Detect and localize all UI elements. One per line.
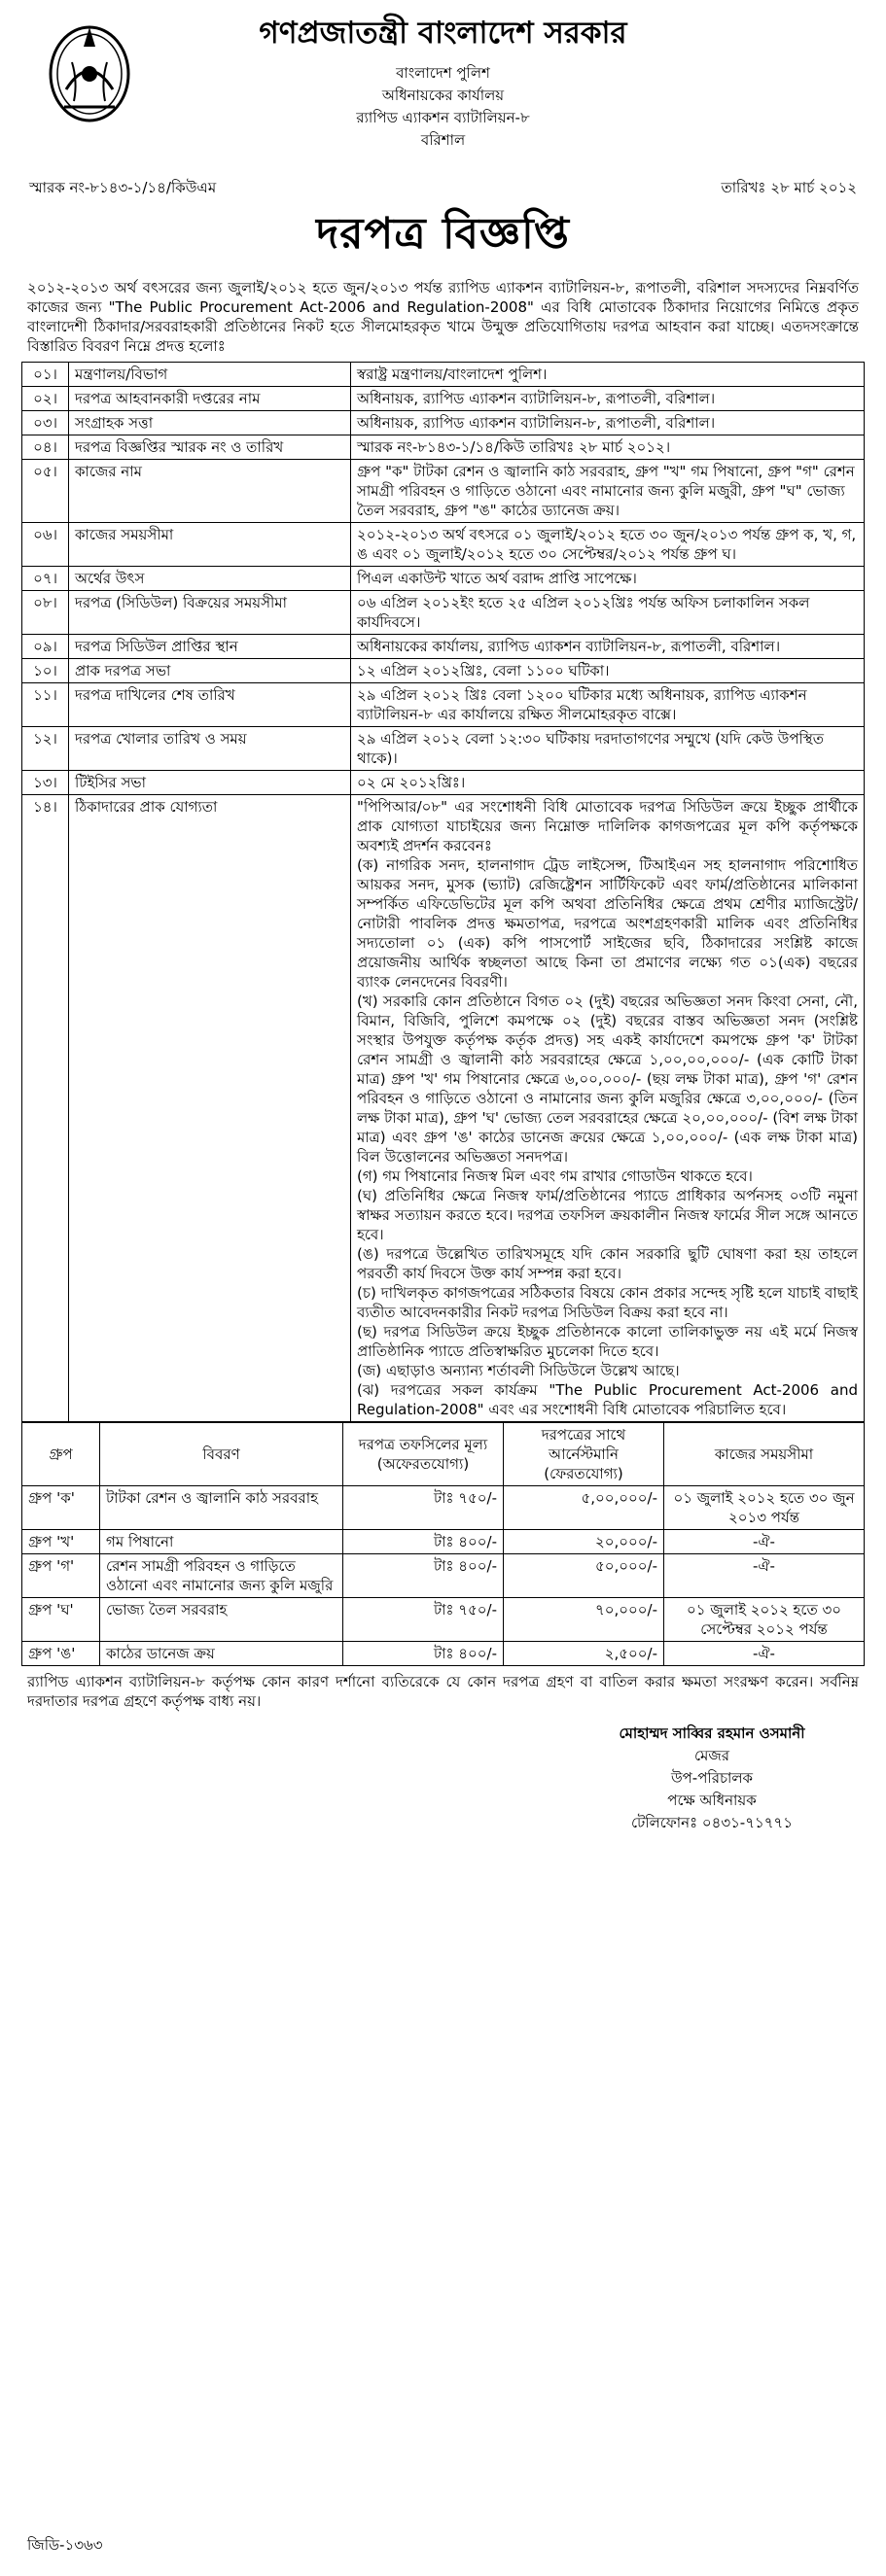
table-row <box>22 523 865 567</box>
earnest-money: ২,৫০০/- <box>504 1642 664 1666</box>
row-label: দরপত্র দাখিলের শেষ তারিখ <box>69 683 351 727</box>
group-name: গ্রুপ 'খ' <box>22 1530 100 1554</box>
row-number: ০৮। <box>22 591 69 635</box>
row-value: ২৯ এপ্রিল ২০১২ বেলা ১২:৩০ ঘটিকায় দরদাতাগণের সম্মুখে (যদি কেউ উপস্থিত থাকে)। <box>351 727 865 771</box>
group-name: গ্রুপ 'ঙ' <box>22 1642 100 1666</box>
signer-line: মেজর <box>693 1747 730 1764</box>
work-period: -ঐ- <box>664 1554 865 1598</box>
signer-line: টেলিফোনঃ ০৪৩১-৭১৭৭১ <box>631 1814 793 1831</box>
signer-name: মোহাম্মদ সাব্বির রহমান ওসমানী <box>619 1724 805 1742</box>
table-row <box>22 795 865 1422</box>
column-header: বিবরণ <box>100 1423 343 1486</box>
signer-line: উপ-পরিচালক <box>670 1769 754 1787</box>
table-row <box>22 1642 865 1666</box>
office-line: বাংলাদেশ পুলিশ <box>396 64 490 82</box>
row-number: ০১। <box>22 363 69 387</box>
row-label: ঠিকাদারের প্রাক যোগ্যতা <box>69 795 351 1422</box>
condition-paragraph: (চ) দাখিলকৃত কাগজপত্রের সঠিকতার বিষয়ে কোন প্রকার সন্দেহ সৃষ্টি হলে যাচাই বাছাই ব্যতীত আবেদনকারীর নিকট দরপত্র সিডিউল বিক্রয় করা হবে না। <box>357 1284 858 1321</box>
row-label: মন্ত্রণালয়/বিভাগ <box>69 363 351 387</box>
table-row <box>22 727 865 771</box>
row-label: প্রাক দরপত্র সভা <box>69 659 351 683</box>
condition-paragraph: (ছ) দরপত্র সিডিউল ক্রয়ে ইচ্ছুক প্রতিষ্ঠানকে কালো তালিকাভুক্ত নয় এই মর্মে নিজস্ব প্রাতিষ্ঠানিক প্যাডে প্রতিস্বাক্ষরিত মুচলেকা দিতে হবে। <box>357 1323 858 1360</box>
table-row <box>22 635 865 659</box>
condition-paragraph: "পিপিআর/০৮" এর সংশোধনী বিধি মোতাবেক দরপত্র সিডিউল ক্রয়ে ইচ্ছুক প্রার্থীকে প্রাক যোগ্যতা যাচাইয়ের জন্য নিম্নোক্ত দালিলিক কাগজপত্রের মূল কপি কর্তৃপক্ষকে অবশ্যই প্রদর্শন করবেনঃ <box>357 798 858 854</box>
row-value: ২০১২-২০১৩ অর্থ বৎসরে ০১ জুলাই/২০১২ হতে ৩০ জুন/২০১৩ পর্যন্ত গ্রুপ ক, খ, গ, ঙ এবং ০১ জুলাই/২০১২ হতে ৩০ সেপ্টেম্বর/২০১২ পর্যন্ত গ্রুপ ঘ। <box>351 523 865 567</box>
gd-number: জিডি-১৩৬৩ <box>27 2536 103 2554</box>
row-number: ০২। <box>22 387 69 411</box>
group-description: টাটকা রেশন ও জ্বালানি কাঠ সরবরাহ <box>100 1486 343 1530</box>
schedule-price: টাঃ ৪০০/- <box>343 1530 504 1554</box>
table-row <box>22 1554 865 1598</box>
group-name: গ্রুপ 'ঘ' <box>22 1598 100 1642</box>
row-label: সংগ্রাহক সত্তা <box>69 411 351 435</box>
intro-paragraph: ২০১২-২০১৩ অর্থ বৎসরের জন্য জুলাই/২০১২ হতে জুন/২০১৩ পর্যন্ত র‍্যাপিড এ্যাকশন ব্যাটালিয়ন-৮, রূপাতলী, বরিশাল সদস্যদের নিম্নবর্ণিত কাজের জন্য "The Public Procurement Act-2006 and Regulation-2008" এর বিধি মোতাবেক ঠিকাদার নিয়োগের নিমিত্তে প্রকৃত বাংলাদেশী ঠিকাদার/সরবরাহকারী প্রতিষ্ঠানের নিকট হতে সীলমোহরকৃত খামে উন্মুক্ত প্রতিযোগিতায় দরপত্র আহবান করা যাচ্ছে। এতদসংক্রান্তে বিস্তারিত বিবরণ নিম্নে প্রদত্ত হলোঃ <box>27 279 859 355</box>
row-label: দরপত্র বিজ্ঞপ্তির স্মারক নং ও তারিখ <box>69 435 351 460</box>
row-value: ১২ এপ্রিল ২০১২খ্রিঃ, বেলা ১১০০ ঘটিকা। <box>351 659 865 683</box>
row-label: টিইসির সভা <box>69 771 351 795</box>
row-number: ০৯। <box>22 635 69 659</box>
row-value: গ্রুপ "ক" টাটকা রেশন ও জ্বালানি কাঠ সরবরাহ, গ্রুপ "খ" গম পিষানো, গ্রুপ "গ" রেশন সামগ্রী পরিবহন ও গাড়িতে ওঠানো এবং নামানোর জন্য কুলি মজুরী, গ্রুপ "ঘ" ভোজ্য তৈল সরবরাহ, গ্রুপ "ঙ" কাঠের ড্যানেজ ক্রয়। <box>351 460 865 523</box>
table-row <box>22 435 865 460</box>
group-name: গ্রুপ 'ক' <box>22 1486 100 1530</box>
office-address <box>21 62 865 152</box>
row-value: অধিনায়ক, র‍্যাপিড এ্যাকশন ব্যাটালিয়ন-৮, রূপাতলী, বরিশাল। <box>351 387 865 411</box>
group-description: কাঠের ডানেজ ক্রয় <box>100 1642 343 1666</box>
group-description: ভোজ্য তৈল সরবরাহ <box>100 1598 343 1642</box>
condition-paragraph: (ঘ) প্রতিনিধির ক্ষেত্রে নিজস্ব ফার্ম/প্রতিষ্ঠানের প্যাডে প্রাধিকার অর্পনসহ ০৩টি নমুনা স্বাক্ষর সত্যায়ন করতে হবে। দরপত্র তফসিল ক্রয়কালীন নিজস্ব ফার্মের সীল সঙ্গে আনতে হবে। <box>357 1187 858 1243</box>
work-period: -ঐ- <box>664 1642 865 1666</box>
work-period: ০১ জুলাই ২০১২ হতে ৩০ সেপ্টেম্বর ২০১২ পর্যন্ত <box>664 1598 865 1642</box>
row-label: দরপত্র আহবানকারী দপ্তরের নাম <box>69 387 351 411</box>
column-header: দরপত্র তফসিলের মূল্য (অফেরতযোগ্য) <box>343 1423 504 1486</box>
row-value: ০৬ এপ্রিল ২০১২ইং হতে ২৫ এপ্রিল ২০১২খ্রিঃ পর্যন্ত অফিস চলাকালিন সকল কার্যদিবসে। <box>351 591 865 635</box>
table-row <box>22 683 865 727</box>
row-label: দরপত্র খোলার তারিখ ও সময় <box>69 727 351 771</box>
condition-paragraph: (খ) সরকারি কোন প্রতিষ্ঠানে বিগত ০২ (দুই) বছরের অভিজ্ঞতা সনদ কিংবা সেনা, নৌ, বিমান, বিজিবি, পুলিশে কমপক্ষে ০২ (দুই) বছরের বাস্তব অভিজ্ঞতা সনদ (সংশ্লিষ্ট সংস্থার উপযুক্ত কর্তৃপক্ষ কর্তৃক প্রদত্ত) সহ একই কার্যাদেশে কমপক্ষে গ্রুপ 'ক' টাটকা রেশন সামগ্রী ও জ্বালানী কাঠ সরবরাহের ক্ষেত্রে ১,০০,০০,০০০/- (এক কোটি টাকা মাত্র) গ্রুপ 'খ' গম পিষানোর ক্ষেত্রে ৬,০০,০০০/- (ছয় লক্ষ টাকা মাত্র), গ্রুপ 'গ' রেশন পরিবহন ও গাড়িতে ওঠানো ও নামানোর জন্য কুলি মজুরির ক্ষেত্রে ৩,০০,০০০/- (তিন লক্ষ টাকা মাত্র), গ্রুপ 'ঘ' ভোজ্য তেল সরবরাহের ক্ষেত্রে ২০,০০,০০০/- (বিশ লক্ষ টাকা মাত্র) এবং গ্রুপ 'ঙ' কাঠের ডানেজ ক্রয়ের ক্ষেত্রে ১,০০,০০০/- (এক লক্ষ টাকা মাত্র) বিল উত্তোলনের অভিজ্ঞতা সনদপত্র। <box>357 992 858 1166</box>
row-value <box>351 795 865 1422</box>
schedule-price: টাঃ ৭৫০/- <box>343 1598 504 1642</box>
column-header: গ্রুপ <box>22 1423 100 1486</box>
work-period: ০১ জুলাই ২০১২ হতে ৩০ জুন ২০১৩ পর্যন্ত <box>664 1486 865 1530</box>
row-number: ০৫। <box>22 460 69 523</box>
group-description: গম পিষানো <box>100 1530 343 1554</box>
column-header: দরপত্রের সাথে আর্নেস্টমানি (ফেরতযোগ্য) <box>504 1423 664 1486</box>
earnest-money: ৫,০০,০০০/- <box>504 1486 664 1530</box>
government-title: গণপ্রজাতন্ত্রী বাংলাদেশ সরকার <box>259 16 627 51</box>
notice-date: তারিখঃ ২৮ মার্চ ২০১২ <box>721 179 857 196</box>
table-row <box>22 1486 865 1530</box>
row-label: দরপত্র (সিডিউল) বিক্রয়ের সময়সীমা <box>69 591 351 635</box>
row-label: কাজের সময়সীমা <box>69 523 351 567</box>
table-row <box>22 567 865 591</box>
row-label: কাজের নাম <box>69 460 351 523</box>
row-label: অর্থের উৎস <box>69 567 351 591</box>
table-row <box>22 659 865 683</box>
table-row <box>22 591 865 635</box>
table-row <box>22 771 865 795</box>
column-header: কাজের সময়সীমা <box>664 1423 865 1486</box>
row-value: স্মারক নং-৮১৪৩-১/১৪/কিউ তারিখঃ ২৮ মার্চ ২০১২। <box>351 435 865 460</box>
row-number: ০৭। <box>22 567 69 591</box>
row-value: ০২ মে ২০১২খ্রিঃ। <box>351 771 865 795</box>
earnest-money: ৫০,০০০/- <box>504 1554 664 1598</box>
row-number: ০৪। <box>22 435 69 460</box>
schedule-price: টাঃ ৪০০/- <box>343 1642 504 1666</box>
tender-details-table <box>21 362 865 1422</box>
table-row <box>22 363 865 387</box>
row-value: স্বরাষ্ট্র মন্ত্রণালয়/বাংলাদেশ পুলিশ। <box>351 363 865 387</box>
earnest-money: ৭০,০০০/- <box>504 1598 664 1642</box>
work-period: -ঐ- <box>664 1530 865 1554</box>
row-number: ১২। <box>22 727 69 771</box>
table-row <box>22 1530 865 1554</box>
condition-paragraph: (জ) এছাড়াও অন্যান্য শর্তাবলী সিডিউলে উল্লেখ আছে। <box>357 1362 680 1379</box>
row-number: ০৩। <box>22 411 69 435</box>
table-header-row <box>22 1423 865 1486</box>
signature-block <box>566 1723 858 1834</box>
row-number: ০৬। <box>22 523 69 567</box>
condition-paragraph: (ঝ) দরপত্রের সকল কার্যক্রম "The Public Procurement Act-2006 and Regulation-2008" এবং এর সংশোধনী বিধি মোতাবেক পরিচালিত হবে। <box>357 1381 858 1418</box>
row-number: ১১। <box>22 683 69 727</box>
row-value: অধিনায়কের কার্যালয়, র‍্যাপিড এ্যাকশন ব্যাটালিয়ন-৮, রূপাতলী, বরিশাল। <box>351 635 865 659</box>
row-value: অধিনায়ক, র‍্যাপিড এ্যাকশন ব্যাটালিয়ন-৮, রূপাতলী, বরিশাল। <box>351 411 865 435</box>
table-row <box>22 460 865 523</box>
condition-paragraph: (ক) নাগরিক সনদ, হালনাগাদ ট্রেড লাইসেন্স, টিআইএন সহ হালনাগাদ পরিশোধিত আয়কর সনদ, মুসক (ভ্যাট) রেজিষ্ট্রেশন সার্টিফিকেট এবং ফার্ম/প্রতিষ্ঠানের মালিকানা সম্পর্কিত এফিডেভিটের মূল কপি অথবা প্রতিনিধির ক্ষেত্রে প্রথম শ্রেণীর ম্যাজিস্ট্রেট/নোটারী পাবলিক প্রদত্ত ক্ষমতাপত্র, দরপত্রে অংশগ্রহণকারী মালিক এবং প্রতিনিধির সদ্যতোলা ০১ (এক) কপি পাসপোর্ট সাইজের ছবি, ঠিকাদারের সংশ্লিষ্ট কাজে প্রয়োজনীয় আর্থিক স্বচ্ছলতা আছে কিনা তা প্রমাণের লক্ষ্যে গত ০১(এক) বছরের ব্যাংক লেনদেনের বিবরণী। <box>357 856 858 991</box>
office-line: র‍্যাপিড এ্যাকশন ব্যাটালিয়ন-৮ <box>356 109 530 126</box>
office-line: অধিনায়কের কার্যালয় <box>381 87 505 104</box>
group-pricing-table <box>21 1422 865 1666</box>
group-name: গ্রুপ 'গ' <box>22 1554 100 1598</box>
row-value: পিএল একাউন্ট খাতে অর্থ বরাদ্দ প্রাপ্তি সাপেক্ষে। <box>351 567 865 591</box>
row-label: দরপত্র সিডিউল প্রাপ্তির স্থান <box>69 635 351 659</box>
row-number: ১৩। <box>22 771 69 795</box>
table-row <box>22 387 865 411</box>
row-value: ২৯ এপ্রিল ২০১২ খ্রিঃ বেলা ১২০০ ঘটিকার মধ্যে অধিনায়ক, র‍্যাপিড এ্যাকশন ব্যাটালিয়ন-৮ এর কার্যালয়ে রক্ষিত সীলমোহরকৃত বাক্সে। <box>351 683 865 727</box>
footer-note: র‍্যাপিড এ্যাকশন ব্যাটালিয়ন-৮ কর্তৃপক্ষ কোন কারণ দর্শানো ব্যতিরেকে যে কোন দরপত্র গ্রহণ বা বাতিল করার ক্ষমতা সংরক্ষণ করেন। সর্বনিম্ন দরদাতার দরপত্র গ্রহণে কর্তৃপক্ষ বাধ্য নয়। <box>27 1673 859 1710</box>
earnest-money: ২০,০০০/- <box>504 1530 664 1554</box>
condition-paragraph: (গ) গম পিষানোর নিজস্ব মিল এবং গম রাখার গোডাউন থাকতে হবে। <box>357 1167 753 1185</box>
notice-title: দরপত্র বিজ্ঞপ্তি <box>316 209 570 259</box>
group-description: রেশন সামগ্রী পরিবহন ও গাড়িতে ওঠানো এবং নামানোর জন্য কুলি মজুরি <box>100 1554 343 1598</box>
schedule-price: টাঃ ৪০০/- <box>343 1554 504 1598</box>
memo-number: স্মারক নং-৮১৪৩-১/১৪/কিউএম <box>29 179 217 196</box>
office-line: বরিশাল <box>420 131 466 149</box>
schedule-price: টাঃ ৭৫০/- <box>343 1486 504 1530</box>
row-number: ১০। <box>22 659 69 683</box>
table-row <box>22 411 865 435</box>
condition-paragraph: (ঙ) দরপত্রে উল্লেখিত তারিখসমূহে যদি কোন সরকারি ছুটি ঘোষণা করা হয় তাহলে পরবর্তী কার্য দিবসে উক্ত কার্য সম্পন্ন করা হবে। <box>357 1245 858 1282</box>
row-number: ১৪। <box>22 795 69 1422</box>
signer-line: পক্ষে অধিনায়ক <box>667 1792 757 1809</box>
header <box>21 0 865 199</box>
table-row <box>22 1598 865 1642</box>
